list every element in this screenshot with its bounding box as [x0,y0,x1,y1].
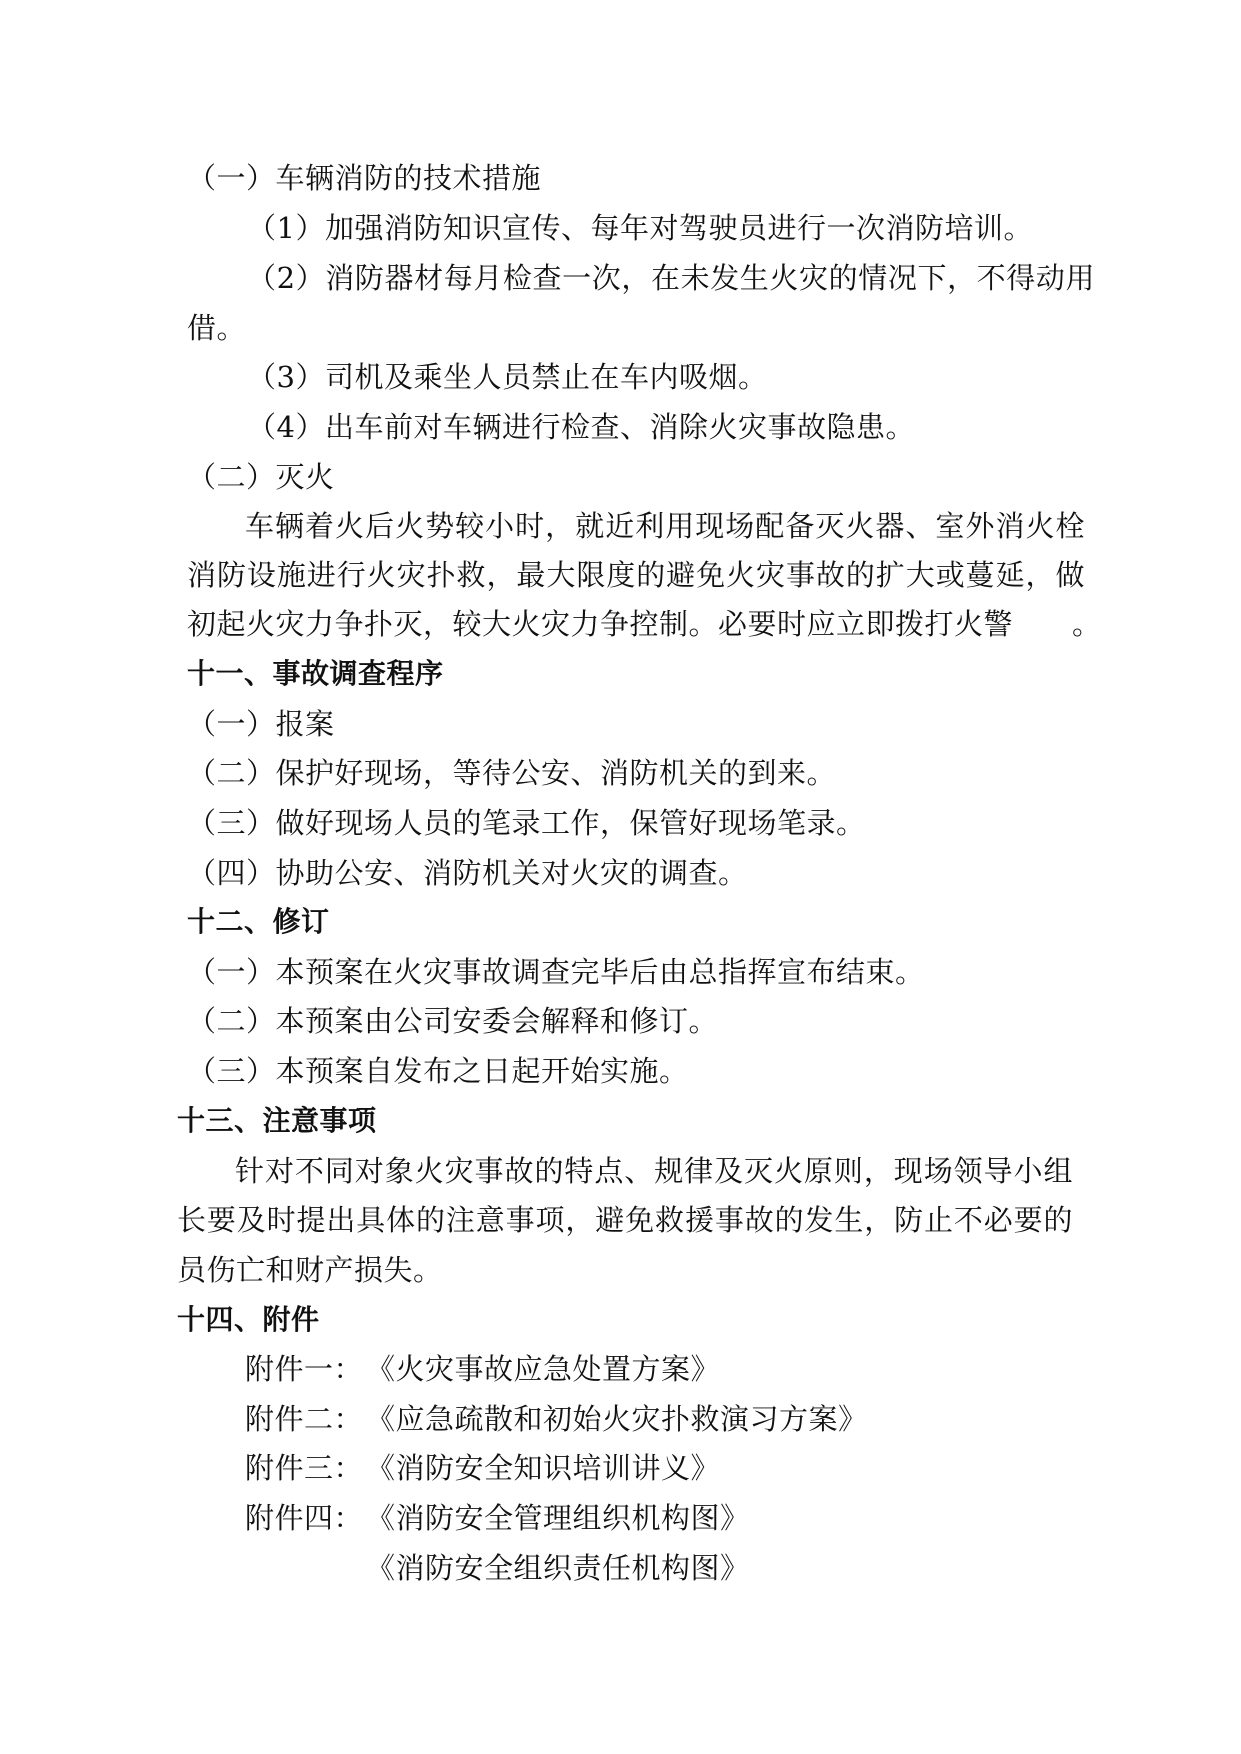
paragraph-line: 车辆着火后火势较小时，就近利用现场配备灭火器、室外消火栓 [245,509,1085,543]
sub-heading-fire-extinguishing: （二）灭火 [187,460,335,494]
section-heading: 十二、修订 [187,905,330,938]
attachment-label: 附件二： [245,1402,364,1436]
list-item: （一）报案 [187,707,335,741]
paragraph-line: 员伤亡和财产损失。 [177,1253,443,1287]
attachment-label: 附件三： [245,1451,364,1485]
list-item: （二）本预案由公司安委会解释和修订。 [187,1004,719,1038]
list-item: （四）协助公安、消防机关对火灾的调查。 [187,856,748,890]
paragraph-line: 长要及时提出具体的注意事项，避免救援事故的发生，防止不必要的 [177,1203,1073,1237]
list-item: （4）出车前对车辆进行检查、消除火灾事故隐患。 [247,410,915,444]
section-heading: 十三、注意事项 [177,1104,377,1137]
attachment-label: 附件一： [245,1352,364,1386]
attachment-label: 附件四： [245,1501,364,1535]
list-item: （3）司机及乘坐人员禁止在车内吸烟。 [247,360,768,394]
list-item: （二）保护好现场，等待公安、消防机关的到来。 [187,756,837,790]
attachment-title: 《火灾事故应急处置方案》 [366,1352,721,1386]
section-heading: 十四、附件 [177,1303,320,1336]
list-item: （2）消防器材每月检查一次，在未发生火灾的情况下，不得动用 [247,261,1095,295]
list-item: （一）本预案在火灾事故调查完毕后由总指挥宣布结束。 [187,955,925,989]
list-item: （三）做好现场人员的笔录工作，保管好现场笔录。 [187,806,866,840]
paragraph-line: 针对不同对象火灾事故的特点、规律及灭火原则，现场领导小组 [235,1154,1073,1188]
attachment-title: 《消防安全管理组织机构图》 [366,1501,750,1535]
list-item-continuation: 借。 [187,311,247,345]
sub-heading-vehicle-fire-measures: （一）车辆消防的技术措施 [187,161,542,195]
paragraph-line: 初起火灾力争扑灭，较大火灾力争控制。必要时应立即拨打火警 。 [187,607,1102,641]
attachment-title: 《消防安全知识培训讲义》 [366,1451,721,1485]
list-item: （1）加强消防知识宣传、每年对驾驶员进行一次消防培训。 [247,211,1033,245]
attachment-title: 《消防安全组织责任机构图》 [366,1551,750,1585]
paragraph-line: 消防设施进行火灾扑救，最大限度的避免火灾事故的扩大或蔓延，做 [187,558,1085,592]
section-heading: 十一、事故调查程序 [187,657,444,690]
attachment-title: 《应急疏散和初始火灾扑救演习方案》 [366,1402,868,1436]
list-item: （三）本预案自发布之日起开始实施。 [187,1054,689,1088]
